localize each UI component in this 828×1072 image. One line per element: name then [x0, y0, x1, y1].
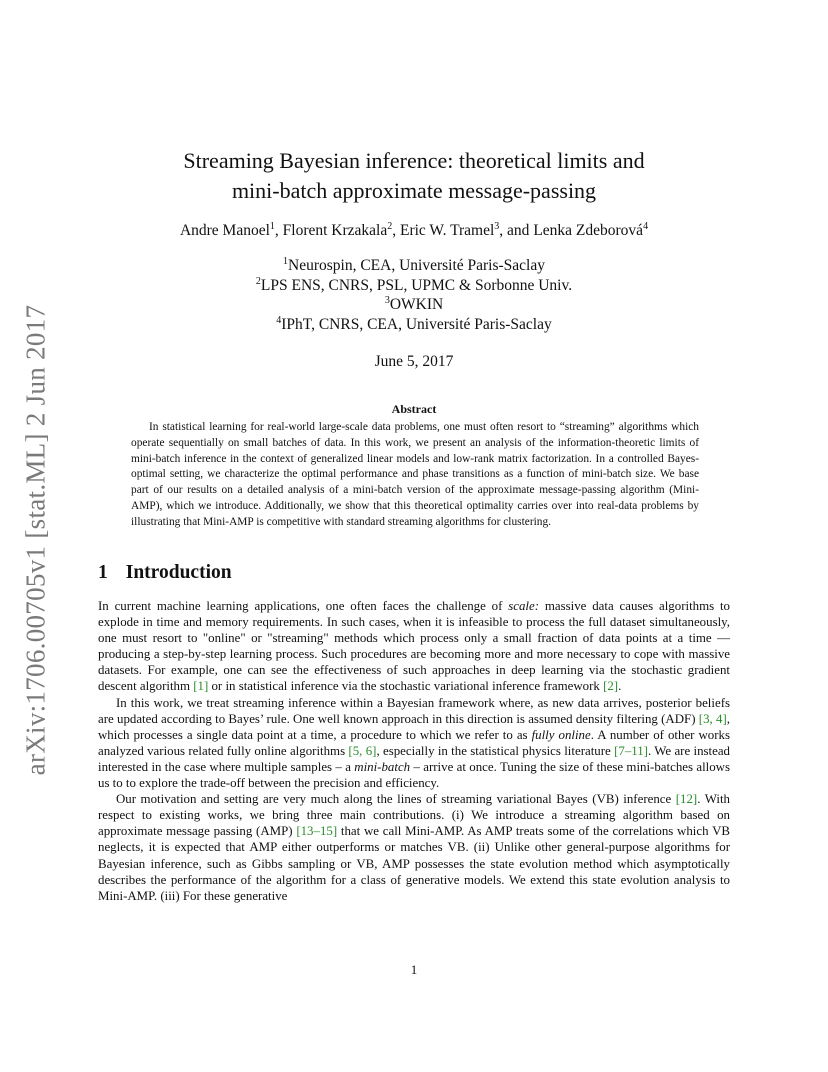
body-paragraph — [98, 598, 730, 695]
abstract-text — [131, 420, 699, 531]
text-segment: – arrive at once. Tuning the size of these mini-batches allows us to to explore the trade-off between the precision and efficiency. — [98, 759, 730, 791]
emphasis-text: fully online — [531, 727, 591, 742]
text-segment: , especially in the statistical physics literature — [376, 743, 615, 758]
abstract-heading: Abstract — [391, 402, 437, 416]
citation-link[interactable]: [1] — [193, 679, 209, 694]
citation-link[interactable]: 6] — [365, 743, 377, 758]
paper-date: June 5, 2017 — [374, 353, 454, 370]
author: Florent Krzakala$^2$ — [282, 221, 393, 239]
text-segment: massive data causes algorithms to explode in time and memory requirements. In such cases, when it is infeasible to process the full dataset simultaneously, one must resort to "online" or "streaming" methods which process only a small fraction of data points at a time — producing a step-by-step learning process. Such procedures are becoming more and more necessary to cope with massive datasets. For example, one can see the effectiveness of such approaches in deep learning via the stochastic gradient descent algorithm — [98, 599, 730, 694]
text-segment: . A number of other works analyzed various related fully online algorithms — [98, 727, 730, 758]
citation-link[interactable]: [13–15] — [296, 824, 338, 839]
title-line-2: mini-batch approximate message-passing — [231, 178, 597, 203]
emphasis-text: mini-batch — [354, 759, 411, 774]
text-segment: that we call Mini-AMP. As AMP treats some of the correlations which VB neglects, it is expected that AMP either outperforms or matches VB. (ii) Unlike other general-purpose algorithms for Bayesian inference, such as Gibbs sampling or VB, AMP possesses the state evolution method which asymptotically describes the performance of the algorithm for a class of generative models. We extend this state evolution analysis to Mini-AMP. (iii) For these generative — [98, 824, 730, 903]
author: Lenka Zdeborová$^4$ — [533, 221, 649, 239]
affiliation-list — [0, 256, 828, 334]
citation-link[interactable]: [2] — [603, 679, 619, 694]
abstract-paragraph: In statistical learning for real-world large-scale data problems, one must often resort to “streaming” algorithms which operate sequentially on small batches of data. In this work, we present an analysis of the information-theoretic limits of mini-batch inference in the context of generalized linear models and low-rank matrix factorization. In a controlled Bayes-optimal setting, we characterize the optimal performance and phase transitions as a function of mini-batch size. We base part of our results on a detailed analysis of a mini-batch version of the approximate message-passing algorithm (Mini-AMP), which we introduce. Additionally, we show that this theoretical optimality carries over into real-data problems by illustrating that Mini-AMP is competitive with standard streaming algorithms for clustering. — [131, 421, 699, 528]
author: Andre Manoel$^1$ — [179, 221, 275, 239]
emphasis-text: scale: — [508, 599, 540, 613]
author: Eric W. Tramel$^3$ — [400, 221, 500, 239]
text-segment: or in statistical inference via the stochastic variational inference framework — [208, 679, 604, 694]
body-paragraph — [98, 695, 730, 792]
body-paragraph — [98, 791, 730, 904]
text-segment: In current machine learning applications, one often faces the challenge of — [98, 599, 509, 613]
text-segment: In this work, we treat streaming inference within a Bayesian framework where, as new data arrives, posterior beliefs are updated according to Bayes’ rule. One well known approach in this direction is assumed density filtering (ADF) — [98, 695, 730, 726]
text-segment: . With respect to existing works, we bring three main contributions. (i) We introduce a streaming algorithm based on approximate message passing (AMP) — [98, 792, 730, 839]
section-number: 1 — [98, 562, 108, 583]
citation-link[interactable]: [3, — [698, 711, 713, 726]
text-segment: . We are instead interested in the case where multiple samples – a — [98, 743, 731, 774]
paper-title — [0, 146, 828, 206]
title-line-1: Streaming Bayesian inference: theoretical limits and — [183, 148, 645, 173]
text-segment: , which processes a single data point at a time, a procedure to which we refer to as — [98, 711, 730, 742]
body-text — [98, 598, 730, 904]
arxiv-sidebar-stamp: arXiv:1706.00705v1 [stat.ML] 2 Jun 2017 — [20, 304, 51, 776]
affiliation: $^3$OWKIN — [384, 295, 444, 313]
page-number: 1 — [410, 962, 418, 977]
section-heading — [98, 562, 232, 584]
section-title: Introduction — [125, 562, 232, 583]
affiliation: $^2$LPS ENS, CNRS, PSL, UPMC & Sorbonne Univ. — [255, 275, 573, 294]
affiliation: $^4$IPhT, CNRS, CEA, Université Paris-Saclay — [276, 314, 552, 333]
citation-link[interactable]: [12] — [675, 792, 698, 807]
citation-link[interactable]: [7–11] — [614, 743, 648, 758]
citation-link[interactable]: [5, — [348, 743, 363, 758]
citation-link[interactable]: 4] — [716, 711, 727, 726]
affiliation: $^1$Neurospin, CEA, Université Paris-Saclay — [283, 256, 545, 274]
author-list: Andre Manoel$^1$, Florent Krzakala$^2$, Eric W. Tramel$^3$, and Lenka Zdeborová$^4$ — [179, 221, 649, 239]
text-segment: . — [618, 679, 622, 694]
text-segment: Our motivation and setting are very much along the lines of streaming variational Bayes (VB) inference — [116, 792, 676, 807]
